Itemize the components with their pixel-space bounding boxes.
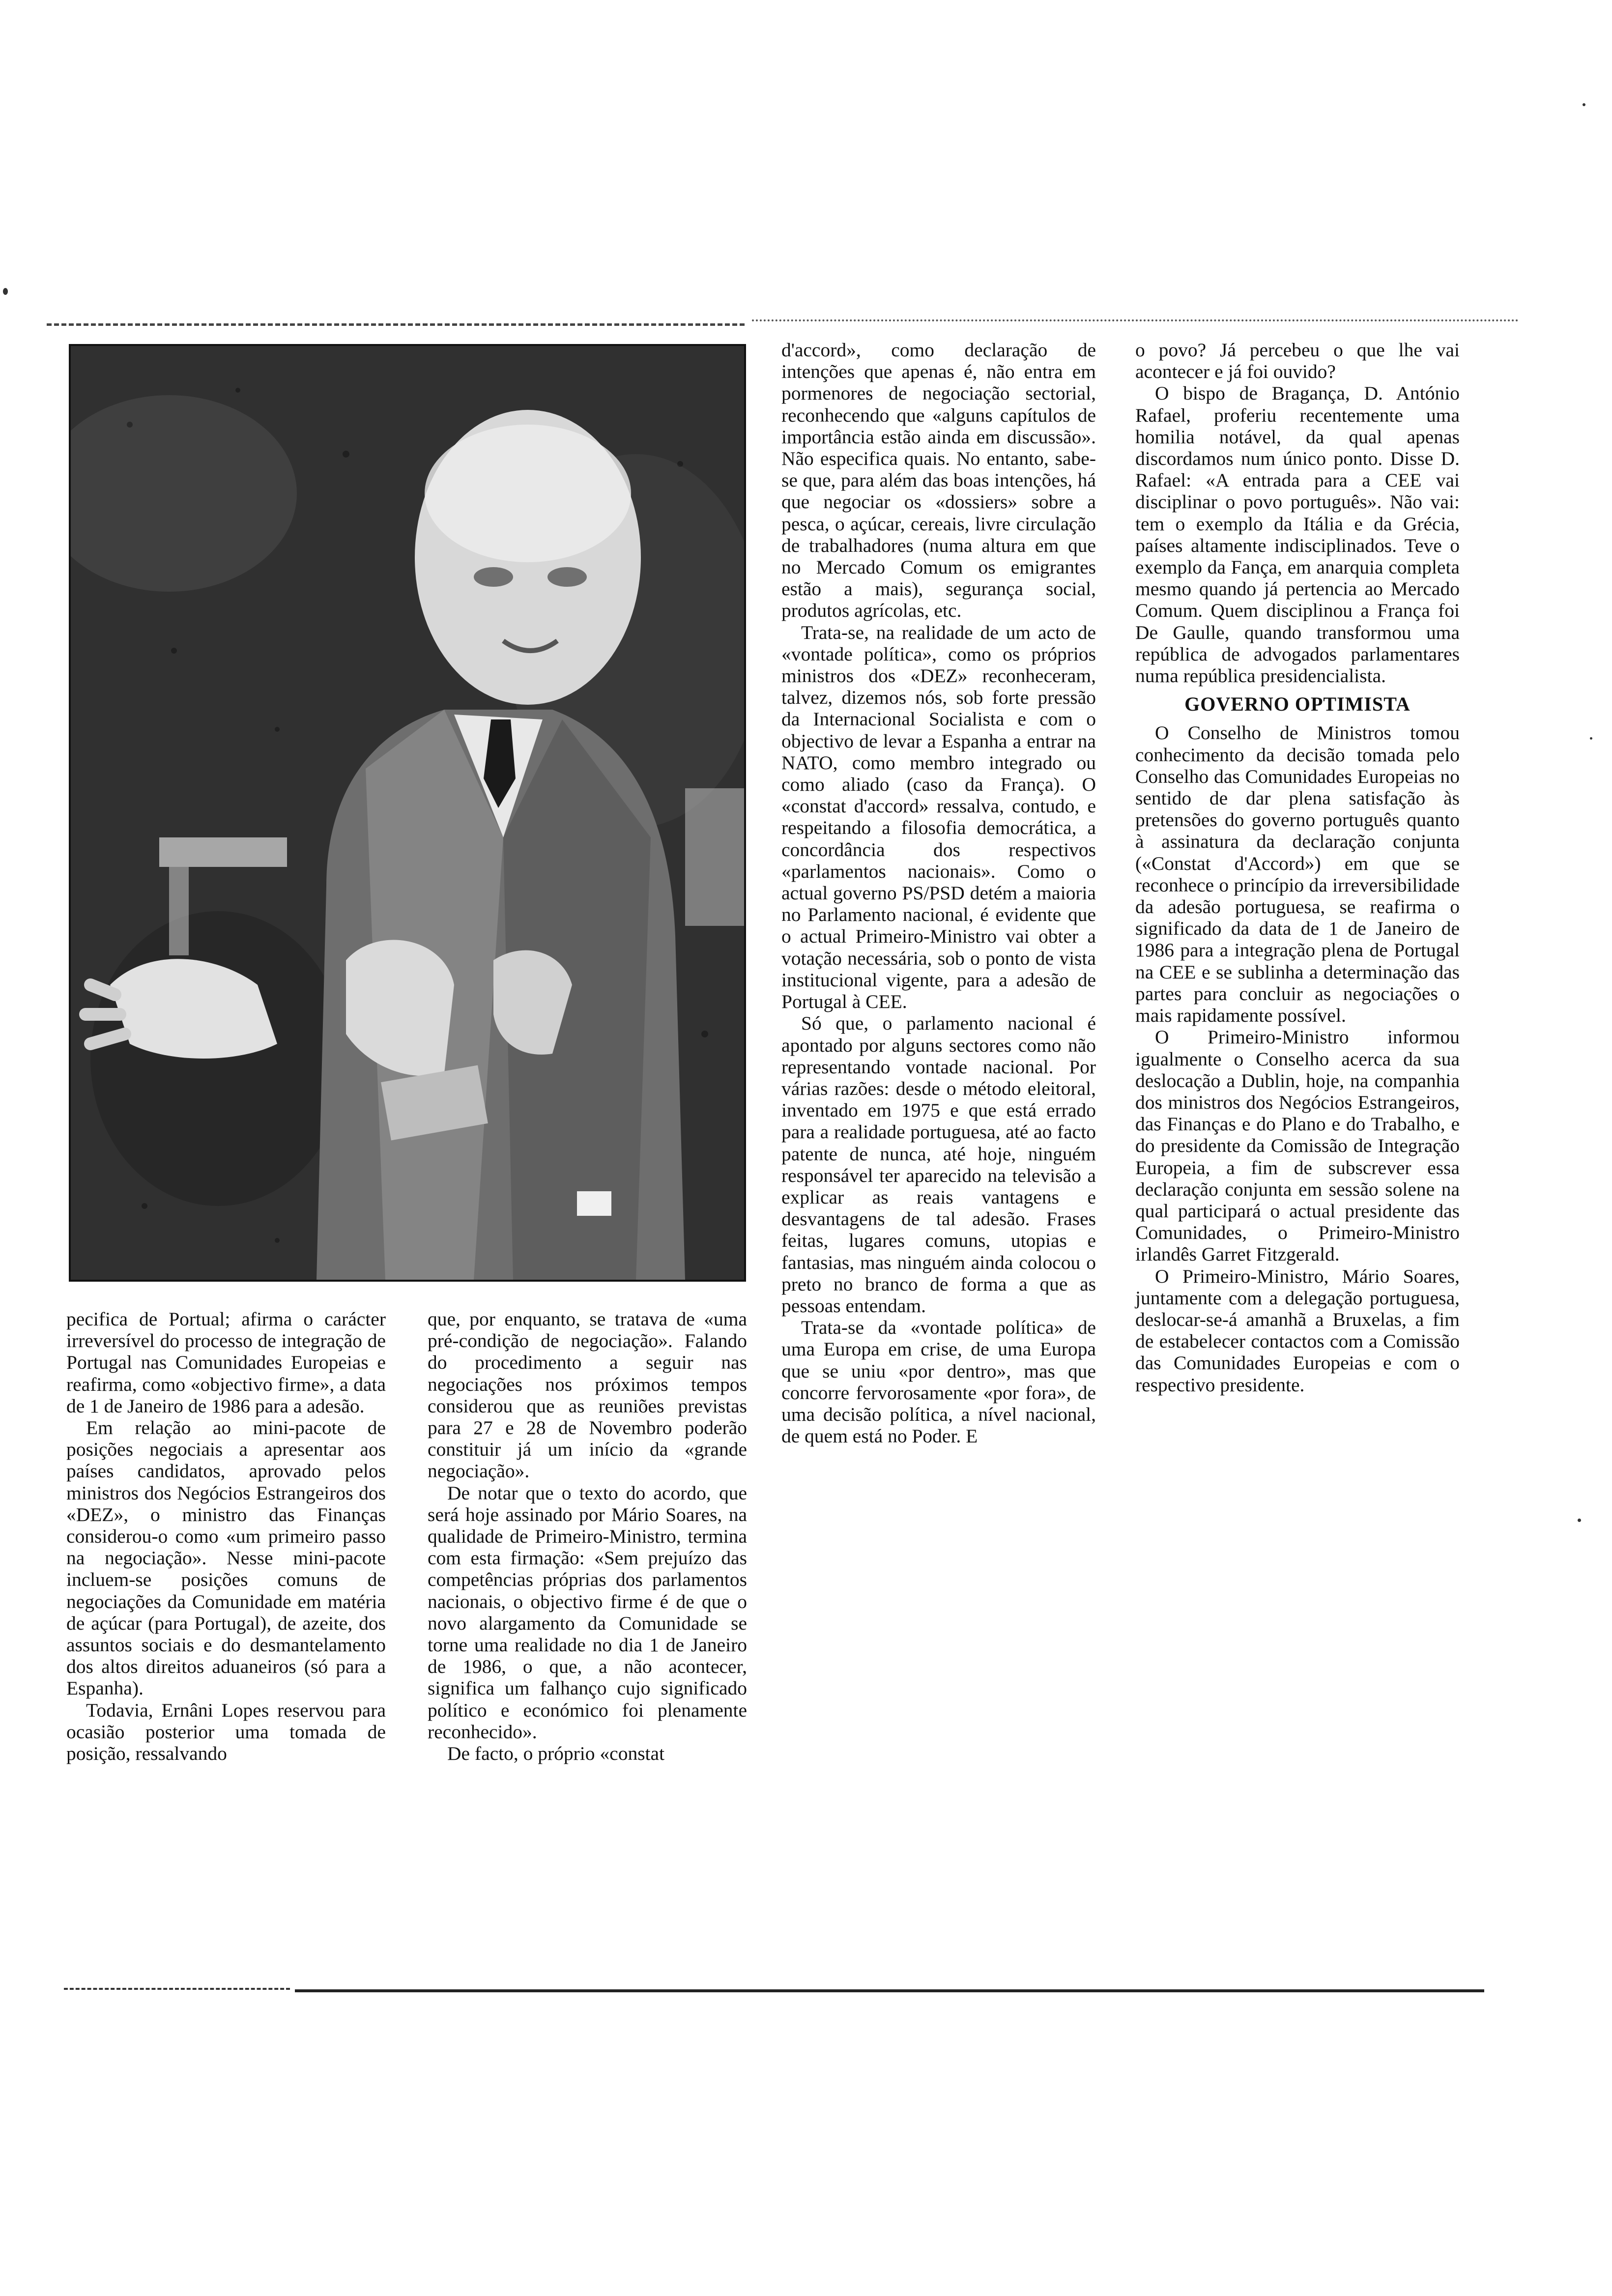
section-heading: GOVERNO OPTIMISTA (1184, 693, 1410, 716)
top-rule-right (752, 319, 1519, 321)
paragraph: o povo? Já percebeu o que lhe vai acontecer e já foi ouvido? (1135, 339, 1460, 383)
paragraph: Todavia, Ernâni Lopes reservou para ocasião posterior uma tomada de posição, ressalvando (66, 1699, 386, 1765)
scan-speck (1583, 103, 1585, 106)
paragraph: O Conselho de Ministros tomou conhecimento da decisão tomada pelo Conselho das Comunidades Europeias no sentido de dar plena satisfação às pretensões do governo português quanto à assinatura da declaração conjunta («Constat d'Accord») em que se reconhece o princípio da irreversibilidade da adesão portuguesa, se reafirma o significado da data de 1 de Janeiro de 1986 para a integração plena de Portugal na CEE e se sublinha a determinação das partes para concluir as negociações o mais rapidamente possível. (1135, 722, 1460, 1027)
scan-speck (1578, 1519, 1581, 1522)
article-column-1 (66, 1308, 386, 1764)
paragraph: que, por enquanto, se tratava de «uma pré-condição de negociação». Falando do procedimento a seguir nas negociações nos próximos tempos considerou que as reuniões previstas para 27 e 28 de Novembro poderão constituir já um início da «grande negociação». (428, 1308, 747, 1482)
paragraph: De notar que o texto do acordo, que será hoje assinado por Mário Soares, na qualidade de Primeiro-Ministro, termina com esta firmação: «Sem prejuízo das competências próprias dos parlamentos nacionais, o objectivo firme é de que o novo alargamento da Comunidade se torne uma realidade no dia 1 de Janeiro de 1986, o que, a não acontecer, significa um falhanço cujo significado político e económico foi plenamente reconhecido». (428, 1482, 747, 1743)
article-column-2 (428, 1308, 747, 1764)
portrait-photo (69, 344, 746, 1282)
paragraph: Em relação ao mini-pacote de posições negociais a apresentar aos países candidatos, aprovado pelos ministros dos Negócios Estrangeiros dos «DEZ», o ministro das Finanças considerou-o como «um primeiro passo na negociação». Nesse mini-pacote incluem-se posições comuns de negociações da Comunidade em matéria de açúcar (para Portugal), de azeite, dos assuntos sociais e do desmantelamento dos altos direitos aduaneiros (só para a Espanha). (66, 1417, 386, 1699)
bottom-rule (295, 1989, 1484, 1992)
article-column-4 (1135, 339, 1460, 1396)
paragraph: O Primeiro-Ministro informou igualmente o Conselho acerca da sua deslocação a Dublin, hoje, na companhia dos ministros dos Negócios Estrangeiros, das Finanças e do Plano e do Trabalho, e do presidente da Comissão de Integração Europeia, a fim de subscrever essa declaração conjunta em sessão solene na qual participará o actual presidente das Comunidades, o Primeiro-Ministro irlandês Garret Fitzgerald. (1135, 1026, 1460, 1265)
paragraph: O Primeiro-Ministro, Mário Soares, juntamente com a delegação portuguesa, deslocar-se-á amanhã a Bruxelas, a fim de estabelecer contactos com a Comissão das Comunidades Europeias e com o respectivo presidente. (1135, 1265, 1460, 1396)
portrait-photo-image (71, 346, 744, 1280)
paragraph: O bispo de Bragança, D. António Rafael, proferiu recentemente uma homilia notável, da qual apenas discordamos num único ponto. Disse D. Rafael: «A entrada para a CEE vai disciplinar o povo português». Não vai: tem o exemplo da Itália e da Grécia, países altamente indisciplinados. Teve o exemplo da Fança, em anarquia completa mesmo quando já pertencia ao Mercado Comum. Quem disciplinou a França foi De Gaulle, quando transformou uma república de advogados parlamentares numa república presidencialista. (1135, 382, 1460, 687)
top-rule-left (47, 323, 745, 326)
paragraph: pecifica de Portual; afirma o carácter irreversível do processo de integração de Portugal nas Comunidades Europeias e reafirma, como «objectivo firme», a data de 1 de Janeiro de 1986 para a adesão. (66, 1308, 386, 1417)
paragraph: d'accord», como declaração de intenções que apenas é, não entra em pormenores de negociação sectorial, reconhecendo que «alguns capítulos de importância estão ainda em discussão». Não especifica quais. No entanto, sabe-se que, para além das boas intenções, há que negociar os «dossiers» sobre a pesca, o açúcar, cereais, livre circulação de trabalhadores (numa altura em que no Mercado Comum os emigrantes estão a mais), segurança social, produtos agrícolas, etc. (781, 339, 1096, 622)
paragraph: De facto, o próprio «constat (447, 1743, 665, 1765)
paragraph: Só que, o parlamento nacional é apontado por alguns sectores como não representando vontade nacional. Por várias razões: desde o método eleitoral, inventado em 1975 e que está errado para a realidade portuguesa, até ao facto patente de nunca, até hoje, ninguém responsável ter aparecido na televisão a explicar as reais vantagens e desvantagens de tal adesão. Frases feitas, lugares comuns, utopias e fantasias, mas ninguém ainda colocou o preto no branco de forma a que as pessoas entendam. (781, 1012, 1096, 1317)
article-column-3 (781, 339, 1096, 1447)
scan-speck (1590, 737, 1592, 740)
bottom-rule-left (64, 1988, 290, 1990)
paragraph: Trata-se da «vontade política» de uma Europa em crise, de uma Europa que se uniu «por dentro», mas que concorre fervorosamente «por fora», de uma decisão política, a nível nacional, de quem está no Poder. E (781, 1317, 1096, 1447)
paragraph: Trata-se, na realidade de um acto de «vontade política», como os próprios ministros dos «DEZ» reconheceram, talvez, dizemos nós, sob forte pressão da Internacional Socialista e com o objectivo de levar a Espanha a entrar na NATO, como membro integrado ou como aliado (caso da França). O «constat d'accord» ressalva, contudo, e respeitando a filosofia democrática, a concordância dos respectivos «parlamentos nacionais». Como o actual governo PS/PSD detém a maioria no Parlamento nacional, é evidente que o actual Primeiro-Ministro vai obter a votação necessária, sob o ponto de vista institucional vigente, para a adesão de Portugal à CEE. (781, 621, 1096, 1013)
scan-speck (3, 288, 8, 295)
